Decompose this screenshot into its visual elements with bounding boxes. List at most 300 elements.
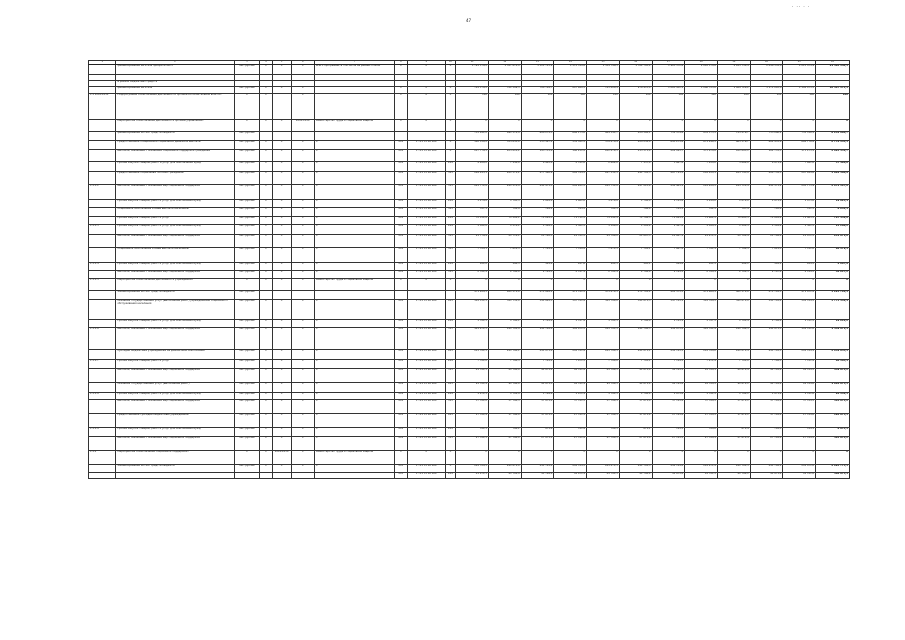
- table-cell: 341 784,3: [783, 300, 816, 320]
- table-cell: 804 341,7: [587, 132, 620, 141]
- table-row: [89, 360, 850, 369]
- table-cell: 1 387,0: [652, 225, 685, 235]
- table-row: [89, 369, 850, 383]
- table-cell: 21 847,1: [652, 235, 685, 248]
- row-name-cell: Оказание государственных услуг (выполнение работ) учреждениями социального обслуживания населения: [116, 300, 234, 320]
- row-code-cell: [89, 465, 116, 473]
- table-cell: 91 871,4: [619, 383, 652, 393]
- table-cell: X: [783, 451, 816, 465]
- table-cell: 21 781,3: [554, 235, 587, 248]
- table-cell: X: [272, 263, 291, 271]
- table-cell: 10 487 173,5: [816, 87, 850, 94]
- table-cell: X: [234, 451, 259, 465]
- table-cell: тыс. рублей: [234, 328, 259, 350]
- row-name-cell: Выплаты, связанные с оказанием мер социальной поддержки: [116, 271, 234, 279]
- table-cell: 2018-2030: [291, 120, 314, 132]
- table-cell: 471 781,3: [750, 291, 783, 300]
- table-cell: X: [259, 320, 272, 328]
- table-cell: тыс. рублей: [234, 437, 259, 451]
- table-cell: 17 781,4: [750, 414, 783, 428]
- table-cell: X: [685, 120, 718, 132]
- table-cell: 341 784,3: [685, 300, 718, 320]
- table-cell: X: [521, 120, 554, 132]
- table-cell: X: [272, 369, 291, 383]
- row-name-cell: Выплаты, связанные с оказанием мер социальной поддержки: [116, 235, 234, 248]
- table-cell: 1 781,1: [652, 320, 685, 328]
- table-cell: 1 784,0: [619, 200, 652, 208]
- table-cell: 578 870,9: [587, 141, 620, 150]
- table-cell: 784,1: [488, 428, 521, 437]
- table-row: [89, 132, 850, 141]
- table-cell: X: [291, 248, 314, 263]
- table-cell: X: [314, 383, 394, 393]
- row-name-cell: Выплаты, связанные с оказанием мер социальной поддержки: [116, 400, 234, 414]
- table-cell: 1 711 35 00 000: [407, 141, 445, 150]
- table-cell: 41 781,3: [456, 369, 489, 383]
- table-row: [89, 200, 850, 208]
- table-cell: 161 883,1: [717, 150, 750, 162]
- table-cell: 284 754,3: [750, 172, 783, 185]
- table-cell: X: [272, 437, 291, 451]
- table-cell: X: [816, 120, 850, 132]
- table-cell: 1 711 35 00 000: [407, 248, 445, 263]
- table-cell: 781 378,2: [456, 87, 489, 94]
- table-cell: 2018-2030: [272, 451, 291, 465]
- table-cell: 71 811,3: [652, 217, 685, 225]
- table-cell: 1 711 35 00 000: [407, 263, 445, 271]
- table-cell: 001: [395, 414, 408, 428]
- row-code-cell: [89, 150, 116, 162]
- table-cell: 21 871,3: [783, 235, 816, 248]
- table-cell: 100: [685, 94, 718, 120]
- table-cell: X: [272, 328, 291, 350]
- table-cell: X: [816, 279, 850, 291]
- row-name-cell: Предоставление социальных пособий гражданам: [116, 172, 234, 185]
- table-cell: 1 711 35 00 000: [407, 162, 445, 172]
- table-cell: 241 784,3: [554, 465, 587, 473]
- table-row: [89, 150, 850, 162]
- table-cell: 247 213,9: [619, 185, 652, 200]
- table-cell: 100: [587, 94, 620, 120]
- table-cell: X: [445, 451, 456, 465]
- table-cell: 851 573,5: [685, 132, 718, 141]
- table-cell: 181,0: [456, 263, 489, 271]
- table-cell: 781,3: [587, 208, 620, 217]
- table-row: [89, 328, 850, 350]
- table-cell: X: [717, 120, 750, 132]
- table-cell: 91 781,4: [750, 383, 783, 393]
- table-cell: 3 081 586,9: [816, 172, 850, 185]
- row-name-cell: Выплаты, связанные с оказанием социальной поддержки гражданам: [116, 150, 234, 162]
- table-cell: 71 751,3: [554, 217, 587, 225]
- row-code-cell: [89, 87, 116, 94]
- table-cell: 2 787,0: [750, 271, 783, 279]
- table-cell: 183,1: [619, 263, 652, 271]
- row-code-cell: [89, 271, 116, 279]
- table-cell: 91 871,1: [717, 383, 750, 393]
- table-cell: 001: [395, 225, 408, 235]
- table-cell: 1 108 075,3: [783, 87, 816, 94]
- table-row: [89, 217, 850, 225]
- table-cell: 41 784,1: [717, 473, 750, 479]
- table-cell: 1 065 432,1: [652, 87, 685, 94]
- table-cell: 17 784,3: [587, 414, 620, 428]
- table-cell: 7 784,3: [488, 360, 521, 369]
- table-cell: 781,4: [554, 428, 587, 437]
- table-cell: 2 784,0: [488, 271, 521, 279]
- table-cell: X: [272, 300, 291, 320]
- table-cell: 27 784,0: [488, 437, 521, 451]
- table-cell: 001: [395, 300, 408, 320]
- table-cell: 001: [395, 369, 408, 383]
- table-cell: 71 883,3: [717, 217, 750, 225]
- table-cell: 785,3: [554, 208, 587, 217]
- table-cell: 181,3: [685, 263, 718, 271]
- table-cell: 184,3: [488, 263, 521, 271]
- table-cell: 241 171,2: [750, 185, 783, 200]
- table-cell: X: [314, 141, 394, 150]
- table-cell: 7 781,0: [456, 360, 489, 369]
- table-cell: 198 231,2: [554, 150, 587, 162]
- table-cell: 187,0: [554, 263, 587, 271]
- table-cell: 21 887,3: [619, 235, 652, 248]
- table-cell: 1 784,0: [619, 320, 652, 328]
- table-cell: X: [314, 465, 394, 473]
- table-cell: X: [291, 383, 314, 393]
- table-cell: 7 784,3: [652, 360, 685, 369]
- table-cell: 27 871,0: [619, 437, 652, 451]
- table-cell: X: [750, 279, 783, 291]
- table-cell: X: [652, 120, 685, 132]
- table-cell: 241 784,0: [685, 350, 718, 360]
- table-cell: 184,3: [783, 263, 816, 271]
- table-cell: 37 784,3: [685, 400, 718, 414]
- table-cell: X: [272, 465, 291, 473]
- table-cell: X: [685, 451, 718, 465]
- table-cell: 37 781,0: [750, 400, 783, 414]
- table-cell: 244: [445, 225, 456, 235]
- table-cell: 287 351,3: [587, 172, 620, 185]
- table-cell: 1 781,3: [587, 393, 620, 400]
- row-code-cell: 1.1.1.2: [89, 185, 116, 200]
- table-cell: X: [259, 360, 272, 369]
- table-cell: 241 871,1: [587, 465, 620, 473]
- table-row: [89, 437, 850, 451]
- table-cell: X: [259, 437, 272, 451]
- table-cell: 241 784,1: [488, 350, 521, 360]
- table-cell: 1 781,0: [521, 320, 554, 328]
- table-cell: тыс. рублей: [234, 263, 259, 271]
- table-cell: 471 781,3: [554, 291, 587, 300]
- table-cell: 582 350,2: [456, 141, 489, 150]
- table-cell: X: [445, 94, 456, 120]
- table-cell: 287 614,8: [783, 172, 816, 185]
- table-cell: 1 875,0: [783, 200, 816, 208]
- table-cell: [407, 291, 445, 300]
- column-number-cell: 10: [445, 61, 456, 65]
- table-cell: X: [272, 320, 291, 328]
- table-cell: 241 574,4: [488, 185, 521, 200]
- table-cell: 313: [445, 400, 456, 414]
- table-cell: 71 391,4: [587, 217, 620, 225]
- row-name-cell: Прочие закупки товаров, работ и услуг для обеспечения нужд: [116, 162, 234, 172]
- table-cell: 313: [445, 328, 456, 350]
- table-cell: X: [717, 451, 750, 465]
- table-cell: X: [619, 279, 652, 291]
- table-cell: 787,4: [717, 208, 750, 217]
- table-cell: X: [445, 87, 456, 94]
- table-cell: 244: [445, 428, 456, 437]
- table-cell: 313: [445, 271, 456, 279]
- table-cell: X: [272, 428, 291, 437]
- table-cell: тыс. рублей: [234, 235, 259, 248]
- table-cell: 781,3: [652, 428, 685, 437]
- table-cell: 611: [445, 414, 456, 428]
- table-cell: 471 884,1: [521, 291, 554, 300]
- table-cell: X: [291, 217, 314, 225]
- table-cell: 341 781,4: [750, 300, 783, 320]
- table-cell: 71 881,4: [750, 217, 783, 225]
- table-cell: Министерство труда и социальной защиты: [314, 451, 394, 465]
- table-cell: 15 200,2: [816, 225, 850, 235]
- table-cell: [272, 94, 291, 120]
- row-code-cell: 1.1.2: [89, 451, 116, 465]
- table-cell: 241 871,1: [619, 350, 652, 360]
- table-cell: X: [395, 94, 408, 120]
- table-cell: X: [291, 150, 314, 162]
- table-cell: 91 784,0: [783, 383, 816, 393]
- table-cell: 2 659 855,3: [816, 350, 850, 360]
- table-cell: X: [816, 451, 850, 465]
- table-cell: тыс. рублей: [234, 369, 259, 383]
- table-cell: тыс. рублей: [234, 271, 259, 279]
- table-cell: 671 246,3: [685, 141, 718, 150]
- table-cell: X: [259, 162, 272, 172]
- table-cell: тыс. рублей: [234, 350, 259, 360]
- table-row: [89, 451, 850, 465]
- column-number-cell: 22: [816, 61, 850, 65]
- table-cell: 1 374,1: [488, 225, 521, 235]
- table-cell: 2 672 197,8: [816, 185, 850, 200]
- table-cell: 91 784,3: [685, 383, 718, 393]
- table-cell: 2 787,1: [554, 271, 587, 279]
- row-code-cell: 1.1.1.8: [89, 393, 116, 400]
- table-cell: 7 784,3: [750, 360, 783, 369]
- table-cell: X: [314, 150, 394, 162]
- table-cell: X: [445, 65, 456, 75]
- row-code-cell: [89, 141, 116, 150]
- table-cell: 37 871,4: [521, 400, 554, 414]
- table-cell: 245 711,4: [717, 185, 750, 200]
- table-cell: X: [587, 120, 620, 132]
- table-cell: 37 871,1: [717, 400, 750, 414]
- table-cell: 241 784,1: [750, 465, 783, 473]
- table-cell: 91 784,0: [488, 383, 521, 393]
- table-cell: X: [272, 65, 291, 75]
- table-cell: 3 773 342,4: [816, 300, 850, 320]
- table-cell: 4 871,0: [750, 162, 783, 172]
- table-cell: 100: [717, 94, 750, 120]
- row-name-cell: Выплаты, связанные с оказанием мер социальной поддержки: [116, 369, 234, 383]
- table-cell: 785,0: [750, 208, 783, 217]
- table-cell: 1 384,3: [521, 225, 554, 235]
- table-cell: 1 711 35 00 000: [407, 400, 445, 414]
- table-cell: 195 751,6: [521, 150, 554, 162]
- table-cell: 57 496,0: [816, 162, 850, 172]
- table-cell: X: [259, 300, 272, 320]
- table-cell: 1 871,0: [652, 393, 685, 400]
- table-cell: 7 784,3: [717, 248, 750, 263]
- table-row: [89, 383, 850, 393]
- row-name-cell: Мероприятие «Обеспечение деятельности органов управления»: [116, 120, 234, 132]
- table-row: [89, 225, 850, 235]
- table-cell: 100: [652, 94, 685, 120]
- table-cell: тыс. рублей: [234, 300, 259, 320]
- table-cell: тыс. рублей: [234, 465, 259, 473]
- table-cell: 7 871,3: [554, 360, 587, 369]
- table-cell: [314, 473, 394, 479]
- table-cell: 735 766,1: [783, 132, 816, 141]
- row-code-cell: [89, 120, 116, 132]
- table-cell: 001: [395, 150, 408, 162]
- row-name-cell: Финансирование за счет средств бюджета: [116, 291, 234, 300]
- table-cell: 1 784,0: [750, 320, 783, 328]
- table-cell: 688 274,3: [521, 132, 554, 141]
- table-cell: тыс. рублей: [234, 225, 259, 235]
- table-cell: 241 871,0: [521, 350, 554, 360]
- row-name-cell: Прочая закупка товаров, работ и услуг для обеспечения нужд: [116, 200, 234, 208]
- table-cell: 1 711 35 00 000: [407, 300, 445, 320]
- table-cell: 1 781,3: [685, 393, 718, 400]
- table-cell: 100: [816, 94, 850, 120]
- table-cell: X: [272, 172, 291, 185]
- table-cell: X: [291, 94, 314, 120]
- column-number-cell: 19: [717, 61, 750, 65]
- table-cell: X: [291, 428, 314, 437]
- table-row: [89, 141, 850, 150]
- table-cell: 341 784,0: [587, 300, 620, 320]
- table-cell: 41 784,4: [619, 473, 652, 479]
- table-cell: X: [272, 141, 291, 150]
- table-cell: 17 784,0: [783, 414, 816, 428]
- table-cell: 313: [445, 185, 456, 200]
- row-name-cell: Подпрограмма «Обеспечение деятельности органов исполнительной власти»: [116, 94, 234, 120]
- table-cell: X: [272, 248, 291, 263]
- scan-mark: · ·· · ·: [792, 4, 811, 9]
- table-cell: 1 711 35 00 000: [407, 225, 445, 235]
- table-cell: 1 804,0: [521, 200, 554, 208]
- table-cell: [291, 132, 314, 141]
- table-cell: 241 481,1: [652, 185, 685, 200]
- table-cell: X: [554, 120, 587, 132]
- table-cell: 551 521,5: [554, 141, 587, 150]
- table-cell: 241 871,0: [488, 465, 521, 473]
- table-cell: 21 484 136,3: [816, 65, 850, 75]
- row-code-cell: [89, 320, 116, 328]
- table-cell: X: [291, 300, 314, 320]
- table-cell: 244: [445, 473, 456, 479]
- table-cell: Министерство труда и социальной защиты: [314, 120, 394, 132]
- table-cell: X: [259, 451, 272, 465]
- table-cell: 141 784,3: [619, 328, 652, 350]
- table-cell: 100: [619, 94, 652, 120]
- table-cell: X: [272, 350, 291, 360]
- table-cell: 241 781,3: [750, 350, 783, 360]
- table-cell: X: [314, 225, 394, 235]
- row-code-cell: [89, 473, 116, 479]
- table-cell: X: [314, 248, 394, 263]
- table-cell: 202 874,3: [587, 150, 620, 162]
- row-name-cell: Мероприятие «Обеспечение деятельности учреждений»: [116, 279, 234, 291]
- table-cell: X: [314, 369, 394, 383]
- table-cell: 1 384,0: [587, 225, 620, 235]
- table-cell: 86 185,5: [816, 360, 850, 369]
- table-cell: X: [291, 414, 314, 428]
- table-cell: 41 871,0: [652, 473, 685, 479]
- table-cell: 001: [395, 235, 408, 248]
- row-name-cell: [116, 473, 234, 479]
- table-cell: 41 784,0: [488, 369, 521, 383]
- table-cell: 141 871,0: [652, 328, 685, 350]
- table-cell: 241 871,4: [717, 350, 750, 360]
- table-cell: 611: [445, 300, 456, 320]
- table-cell: 7 834,0: [685, 162, 718, 172]
- table-cell: 241 784,3: [587, 350, 620, 360]
- table-cell: X: [272, 120, 291, 132]
- table-cell: 460 873,4: [816, 473, 850, 479]
- table-row: [89, 271, 850, 279]
- row-name-cell: Мероприятие «Обеспечение социальной поддержки»: [116, 451, 234, 465]
- column-number-cell: 5: [272, 61, 291, 65]
- table-cell: 1 711 35 00 000: [407, 428, 445, 437]
- table-row: [89, 87, 850, 94]
- table-cell: 553 653,0: [488, 141, 521, 150]
- table-cell: 17 781,0: [652, 414, 685, 428]
- column-number-cell: 3: [234, 61, 259, 65]
- table-cell: X: [259, 94, 272, 120]
- table-cell: 244: [445, 320, 456, 328]
- row-name-cell: Прочая закупка товаров, работ и услуг: [116, 360, 234, 369]
- table-cell: X: [272, 271, 291, 279]
- table-cell: X: [291, 451, 314, 465]
- table-row: [89, 235, 850, 248]
- table-cell: Министерство труда и социальной защиты: [314, 279, 394, 291]
- table-cell: 001: [395, 141, 408, 150]
- table-cell: X: [272, 217, 291, 225]
- table-cell: 344 331,3: [456, 300, 489, 320]
- table-cell: 1 711 35 00 000: [407, 465, 445, 473]
- table-cell: 001: [395, 263, 408, 271]
- table-cell: 244: [445, 217, 456, 225]
- table-cell: 8 641,5: [816, 208, 850, 217]
- table-cell: 1 711 35 00 000: [407, 414, 445, 428]
- table-cell: 281 784,3: [456, 465, 489, 473]
- table-cell: 001: [395, 162, 408, 172]
- table-cell: X: [407, 94, 445, 120]
- table-cell: 7 811,3: [488, 248, 521, 263]
- table-cell: X: [272, 200, 291, 208]
- table-cell: 1 711 35 00 000: [407, 320, 445, 328]
- row-code-cell: [89, 132, 116, 141]
- table-cell: 241 781,3: [456, 350, 489, 360]
- row-name-cell: финансирование на этапе: [116, 87, 234, 94]
- table-cell: X: [291, 393, 314, 400]
- table-cell: 481 571,3: [652, 291, 685, 300]
- table-cell: X: [291, 263, 314, 271]
- table-cell: X: [291, 350, 314, 360]
- table-cell: 141 784,3: [717, 328, 750, 350]
- budget-table-sheet: [88, 60, 850, 479]
